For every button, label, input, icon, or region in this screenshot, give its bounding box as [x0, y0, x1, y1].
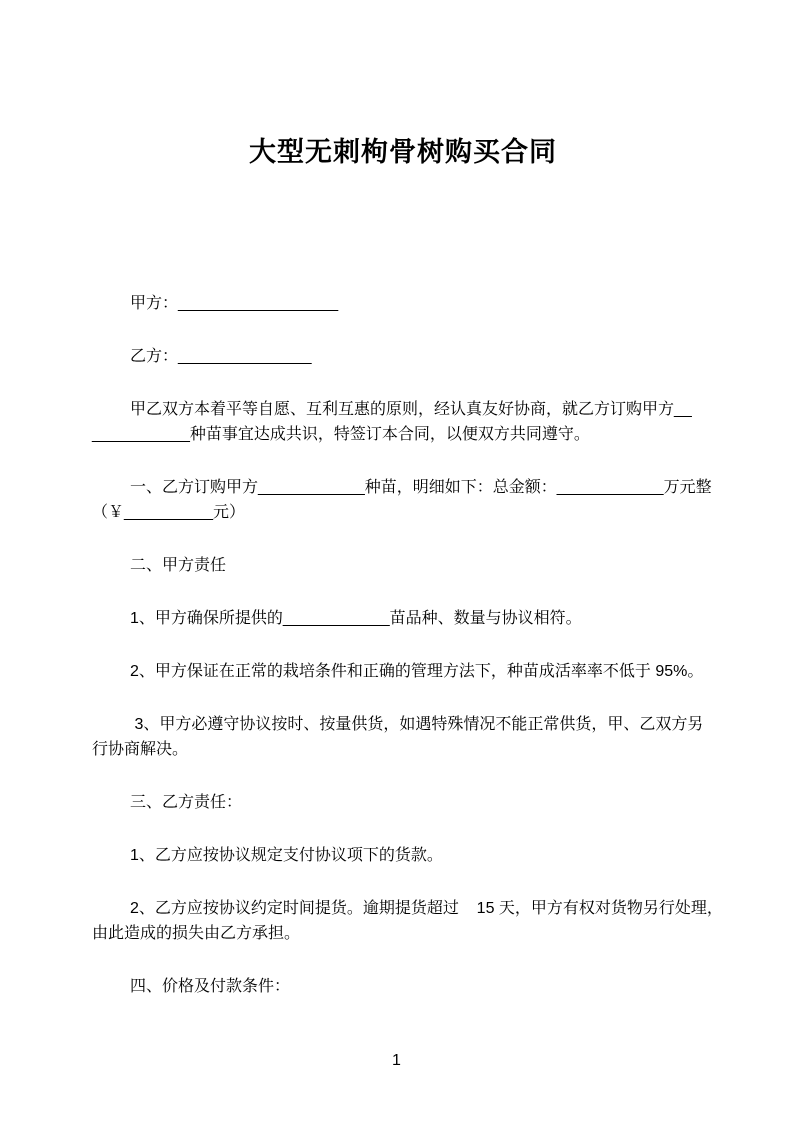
preamble-line-1: 甲乙双方本着平等自愿、互利互惠的原则，经认真友好协商，就乙方订购甲方__ [130, 401, 692, 418]
section-2-heading [92, 553, 714, 578]
section-3-heading [92, 790, 714, 815]
section-3-item-1-line-1: 1、乙方应按协议规定支付协议项下的货款。 [130, 847, 443, 864]
contract-body [92, 291, 723, 999]
party-b-line-line-1: 乙方：_______________ [130, 348, 312, 365]
party-a-line-line-1: 甲方：__________________ [130, 295, 339, 312]
party-a-line [92, 291, 714, 316]
section-2-item-1 [92, 606, 714, 631]
section-3-heading-line-1: 三、乙方责任： [130, 794, 243, 811]
section-3-item-1 [92, 843, 714, 868]
section-1-order-line-1: 一、乙方订购甲方____________种苗，明细如下：总金额：____________万元整 [130, 479, 712, 496]
section-1-order-line-2: （￥__________元） [92, 504, 245, 521]
page-number: 1 [392, 1052, 401, 1069]
section-3-item-2-line-2: 由此造成的损失由乙方承担。 [92, 925, 301, 942]
section-2-item-2 [92, 659, 714, 684]
section-3-item-2-line-1: 2、乙方应按协议约定时间提货。逾期提货超过 15 天，甲方有权对货物另行处理， [130, 900, 723, 917]
document-title: 大型无刺枸骨树购买合同 [249, 137, 557, 167]
section-2-item-3 [92, 712, 714, 762]
section-2-item-3-line-2: 行协商解决。 [92, 741, 189, 758]
section-2-item-3-line-1: 3、甲方必遵守协议按时、按量供货，如遇特殊情况不能正常供货，甲、乙双方另 [130, 716, 704, 733]
party-b-line [92, 344, 714, 369]
section-3-item-2 [92, 896, 723, 946]
section-2-item-2-line-1: 2、甲方保证在正常的栽培条件和正确的管理方法下，种苗成活率率不低于 95%。 [130, 663, 704, 680]
section-2-item-1-line-1: 1、甲方确保所提供的____________苗品种、数量与协议相符。 [130, 610, 582, 627]
preamble [92, 397, 714, 447]
section-4-heading-line-1: 四、价格及付款条件： [130, 978, 291, 995]
section-4-heading [92, 974, 714, 999]
document-content [92, 0, 723, 1027]
section-1-order [92, 475, 714, 525]
preamble-line-2: ___________种苗事宜达成共识，特签订本合同，以便双方共同遵守。 [92, 426, 590, 443]
section-2-heading-line-1: 二、甲方责任 [130, 557, 227, 574]
